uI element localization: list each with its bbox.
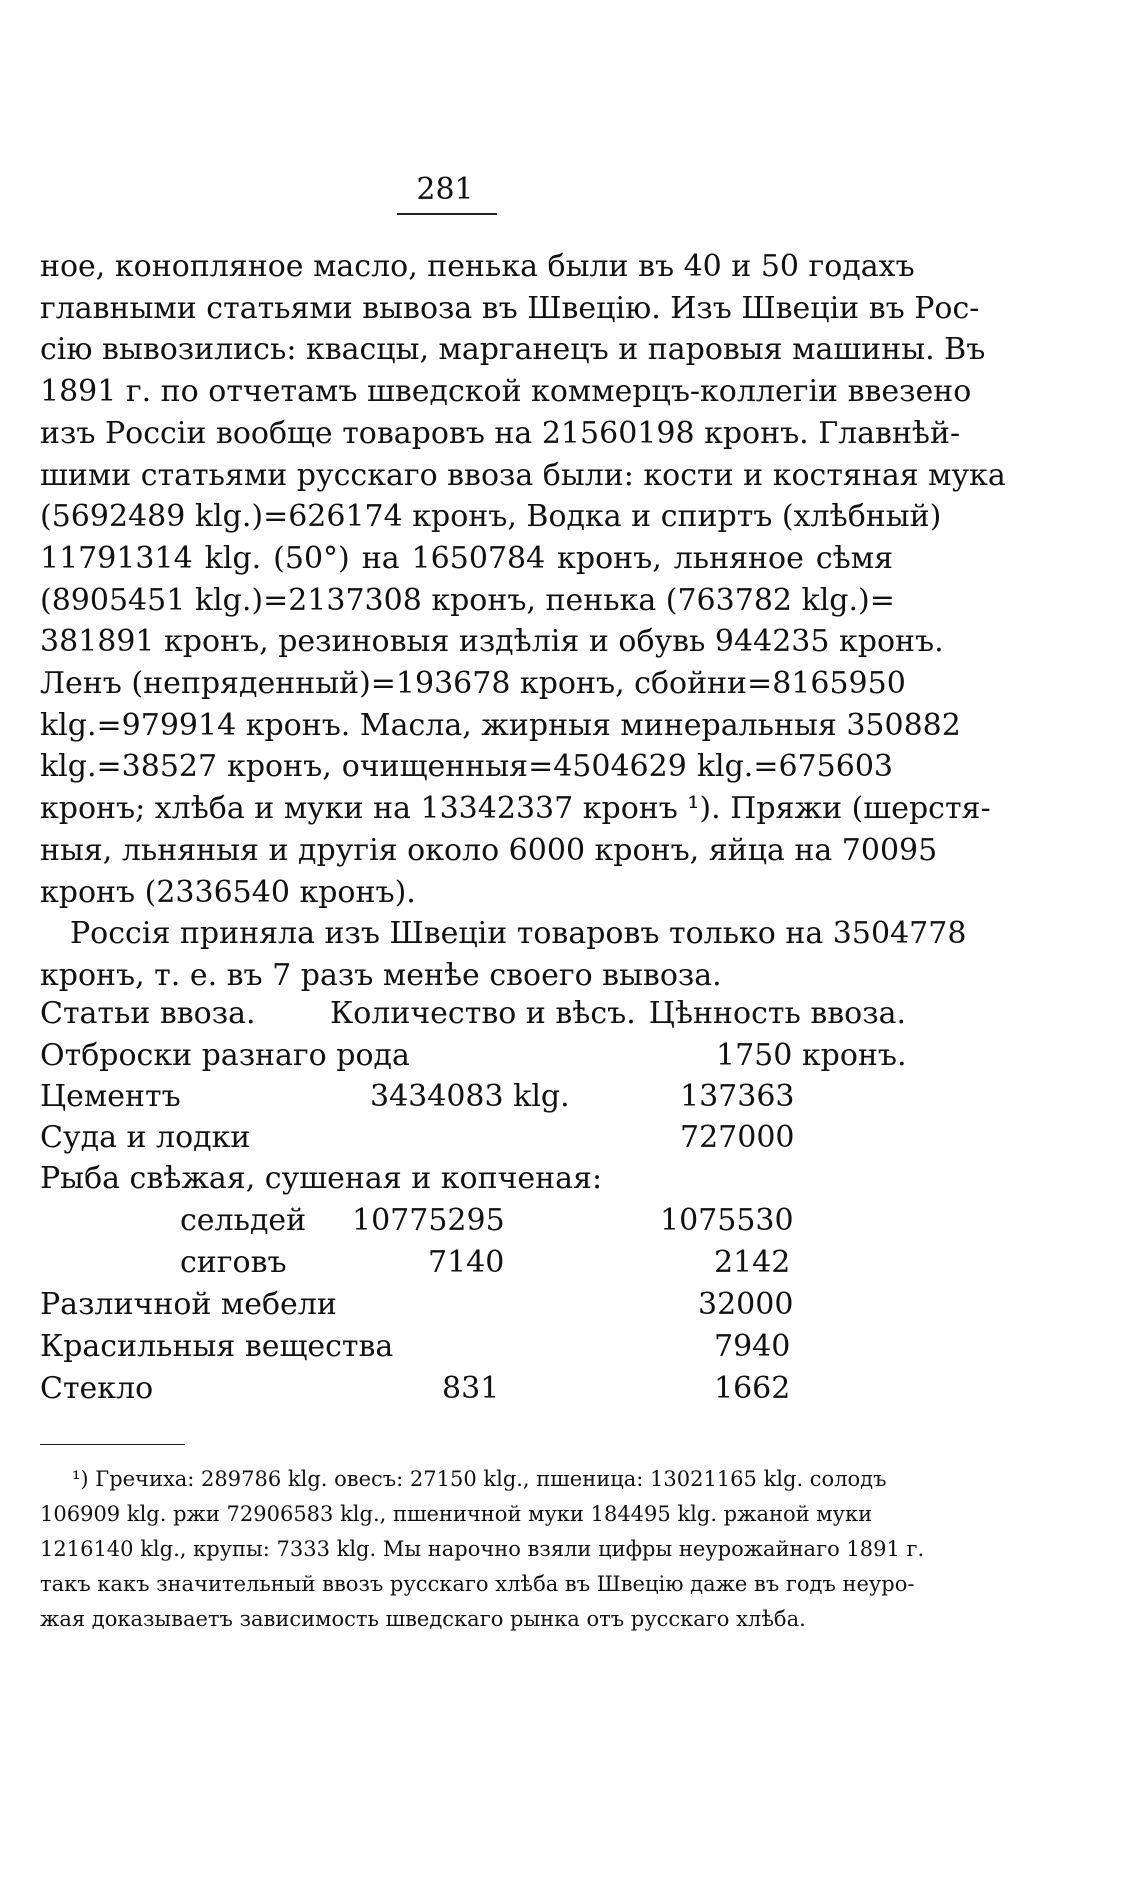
table-row [40,1079,900,1120]
text-line: Россія приняла изъ Швеціи товаровъ только на 3504778 [70,916,967,952]
table-row [40,1038,907,1079]
paragraph-2 [40,913,967,996]
table-cell-value: 2142 [714,1245,791,1280]
text-line: кронъ (2336540 кронъ). [40,874,416,910]
table-cell-item: Суда и лодки [40,1120,251,1155]
table-cell-item: Отброски разнаго рода [40,1038,410,1073]
text-line: кронъ, т. е. въ 7 разъ менѣе своего вывоза. [40,957,722,993]
footnote [40,1462,925,1637]
table-cell-value: 32000 [698,1287,794,1322]
text-line: кронъ; хлѣба и муки на 13342337 кронъ ¹). Пряжи (шерстя- [40,791,991,827]
table-cell-item: сиговъ [180,1245,287,1280]
table-cell-quantity: 3434083 klg. [370,1079,570,1114]
footnote-line: жая доказываетъ зависимость шведскаго рынка отъ русскаго хлѣба. [40,1607,806,1631]
text-line: klg.=979914 кронъ. Масла, жирныя минеральныя 350882 [40,707,961,743]
text-line: ное, конопляное масло, пенька были въ 40 и 50 годахъ [40,249,915,284]
text-line: главными статьями вывоза въ Швецію. Изъ Швеціи въ Рос- [40,290,980,326]
footnote-line: 106909 klg. ржи 72906583 klg., пшеничной муки 184495 klg. ржаной муки [40,1502,873,1526]
table-cell-value: 1075530 [660,1203,794,1238]
table-cell-value: 1662 [714,1371,791,1406]
table-cell-item: Цементъ [40,1079,181,1114]
table-cell-value: 1750 кронъ. [716,1038,907,1073]
column-header-item: Статьи ввоза. [40,996,256,1031]
table-cell-quantity: 10775295 [352,1203,505,1238]
text-line: ныя, льняныя и другія около 6000 кронъ, яйца на 70095 [40,832,938,868]
text-line: 1891 г. по отчетамъ шведской коммерцъ-коллегіи ввезено [40,374,972,410]
table-row [40,1287,900,1328]
table-row [40,1120,900,1161]
table-cell-quantity: 7140 [428,1245,505,1280]
column-header-value: Цѣнность ввоза. [648,996,906,1031]
text-line: klg.=38527 кронъ, очищенныя=4504629 klg.=675603 [40,749,893,785]
footnote-line: ¹) Гречиха: 289786 klg. овесъ: 27150 klg., пшеница: 13021165 klg. солодъ [72,1467,887,1491]
table-row [40,1371,900,1412]
text-line: шими статьями русскаго ввоза были: кости и костяная мука [40,457,1006,493]
footnote-line: такъ какъ значительный ввозъ русскаго хлѣба въ Швецію даже въ годъ неуро- [40,1572,915,1596]
table-cell-value: 137363 [680,1079,795,1114]
paragraph-1 [40,246,1006,913]
text-line: (5692489 klg.)=626174 кронъ, Водка и спиртъ (хлѣбный) [40,499,942,535]
text-line: изъ Россіи вообще товаровъ на 21560198 кронъ. Главнѣй- [40,415,961,451]
table-row [40,1329,900,1370]
table-cell-value: 7940 [714,1329,791,1364]
table-cell-item: Красильныя вещества [40,1329,394,1364]
footnote-line: 1216140 klg., крупы: 7333 klg. Мы нарочно взяли цифры неурожайнаго 1891 г. [40,1537,925,1561]
text-line: 381891 кронъ, резиновыя издѣлія и обувь 944235 кронъ. [40,624,944,660]
table-cell-item: Различной мебели [40,1287,337,1322]
table-row [40,1161,900,1202]
table-cell-item: Стекло [40,1371,154,1406]
page-number: 281 [416,172,474,207]
table-header-row [40,996,906,1037]
page-number-rule [397,213,497,215]
column-header-quantity: Количество и вѣсъ. [330,996,636,1031]
table-row [40,1245,900,1286]
table-cell-value: 727000 [680,1120,795,1155]
table-cell-item: сельдей [180,1203,307,1238]
text-line: Ленъ (непряденный)=193678 кронъ, сбойни=8165950 [40,666,906,702]
table-row [40,1203,900,1244]
table-cell-item: Рыба свѣжая, сушеная и копченая: [40,1161,603,1196]
footnote-rule [40,1444,185,1445]
main-text [40,246,1006,997]
table-cell-quantity: 831 [442,1371,500,1406]
text-line: сію вывозились: квасцы, марганецъ и паровыя машины. Въ [40,332,986,368]
text-line: (8905451 klg.)=2137308 кронъ, пенька (763782 klg.)= [40,582,895,618]
text-line: 11791314 klg. (50°) на 1650784 кронъ, льняное сѣмя [40,540,893,576]
